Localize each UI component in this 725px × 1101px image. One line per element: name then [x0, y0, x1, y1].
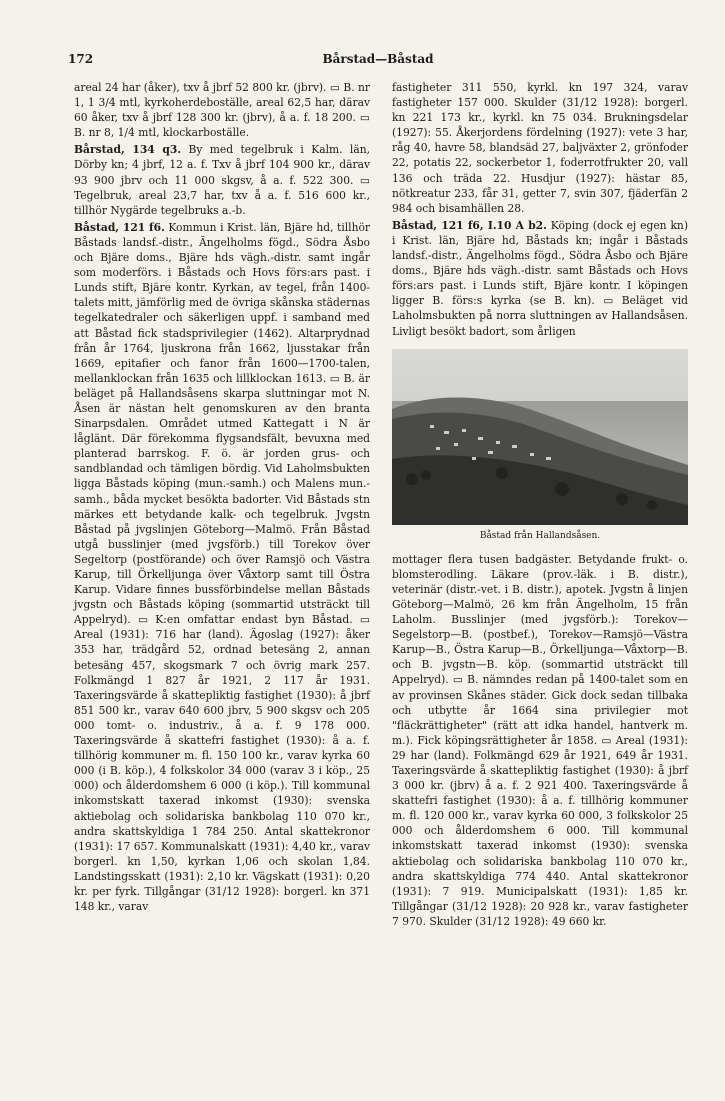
- continued-paragraph: mottager flera tusen badgäster. Betydande frukt- o. blomsterodling. Läkare (prov.-läk. i B. distr.), veterinär (distr.-vet. i B. distr.), apotek. Jvgstn å linjen Göteborg—Malmö, 26 km från Ängelholm, 15 från Laholm. Busslinjer (med jvgsförb.): Torekov—Segelstorp—B. (postbef.), Torekov—Ramsjö—Västra Karup—B., Östra Karup—B., Örkelljunga—Våxtorp—B. och B. jvgstn—B. köp. (sommartid utsträckt till Appelryd). ▭ B. nämndes redan på 1400-talet som en av provinsen Skånes städer. Gick dock sedan tillbaka och utbytte år 1664 sina privilegier mot "fläckrättigheter" (rätt att idka handel, hantverk m. m.). Fick köpingsrättigheter år 1858. ▭ Areal (1931): 29 har (land). Folkmängd 629 år 1921, 649 år 1931. Taxeringsvärde å skattepliktig fastighet (1930): å jbrf 3 000 kr. (jbrv) å a. f. 2 921 400. Taxeringsvärde å skattefri fastighet (1930): å a. f. tillhörig kommuner m. fl. 120 000 kr., varav kyrka 60 000, 3 folkskolor 25 000 och ålderdomshem 6 000. Till kommunal inkomstskatt taxerad inkomst (1930): svenska aktiebolag och solidariska bankbolag 110 070 kr., andra skattskyldiga 774 440. Antal skattekronor (1931): 7 919. Municipalskatt (1931): 1,85 kr. Tillgångar (31/12 1928): 20 928 kr., varav fastigheter 7 970. Skulder (31/12 1928): 49 660 kr.: [392, 552, 688, 928]
- entry-headword: Båstad, 121 f6, I.10 A b2.: [392, 218, 547, 232]
- continued-paragraph: areal 24 har (åker), txv å jbrf 52 800 kr. (jbrv). ▭ B. nr 1, 1 3/4 mtl, kyrkoherdeboställe, areal 62,5 har, därav 60 åker, txv å jbrf 128 300 kr. (jbrv), å a. f. 18 200. ▭ B. nr 8, 1/4 mtl, klockarboställe.: [74, 81, 370, 140]
- entry-bastad-kommun: [74, 220, 370, 914]
- page-number: 172: [68, 52, 94, 66]
- right-column: [392, 80, 688, 929]
- photo-caption: Båstad från Hallandsåsen.: [479, 530, 601, 541]
- photo-illustration: [392, 349, 688, 525]
- entry-headword: Bårstad, 134 q3.: [74, 143, 182, 157]
- continued-paragraph: fastigheter 311 550, kyrkl. kn 197 324, varav fastigheter 157 000. Skulder (31/12 1928): borgerl. kn 221 173 kr., kyrkl. kn 75 034. Brukningsdelar (1927): 55. Åkerjordens fördelning (1927): vete 3 har, råg 40, havre 58, blandsäd 27, baljväxter 2, grönfoder 22, potatis 22, sockerbetor 1, foderrotfrukter 20, vall 136 och träda 22. Husdjur (1927): hästar 85, nötkreatur 233, får 31, getter 7, svin 307, fjäderfän 2 984 och bisamhällen 28.: [392, 81, 688, 215]
- entry-barstad: [74, 142, 370, 217]
- entry-text: By med tegelbruk i Kalm. län, Dörby kn; 4 jbrf, 12 a. f. Txv å jbrf 104 900 kr., därav 93 900 jbrv och 11 000 skgsv, å a. f. 522 300. ▭ Tegelbruk, areal 23,7 har, txv å a. f. 516 600 kr., tillhör Nygärde tegelbruks a.-b.: [74, 143, 370, 217]
- page-header: [68, 52, 688, 72]
- entry-bastad-koping: [392, 218, 688, 339]
- running-title: Bårstad—Båstad: [322, 52, 434, 66]
- left-column: [74, 80, 370, 914]
- entry-headword: Båstad, 121 f6.: [74, 220, 165, 234]
- entry-text: Köping (dock ej egen kn) i Krist. län, Bjäre hd, Båstads kn; ingår i Båstads landsf.-distr., Ängelholms fögd., Södra Åsbo och Bjäre doms., Bjäre hds vägh.-distr. samt Båstads och Hovs förs:ars past. i Lunds stift, Bjäre kontr. I köpingen ligger B. förs:s kyrka (se B. kn). ▭ Beläget vid Laholmsbukten på norra sluttningen av Hallandsåsen. Livligt besökt badort, som årligen: [392, 218, 688, 338]
- landscape-photo: [392, 349, 688, 525]
- entry-text: Kommun i Krist. län, Bjäre hd, tillhör Båstads landsf.-distr., Ängelholms fögd., Södra Åsbo och Bjäre doms., Bjäre hds vägh.-distr. samt ingår som moderförs. i Båstads och Hovs förs:ars past. i Lunds stift, Bjäre kontr. Kyrkan, av tegel, från 1400-talets mitt, jämförlig med de övriga skånska städernas tegelkatedraler och säkerligen uppf. i samband med att Båstad fick stadsprivilegier (1462). Altarprydnad från år 1764, ljuskrona från 1662, ljusstakar från 1669, epitafier och fanor från 1600—1700-talen, mellanklockan från 1635 och lillklockan 1613. ▭ B. är beläget på Hallandsåsens skarpa sluttningar mot N. Åsen är nästan helt genomskuren av den branta Sinarpsdalen. Området utmed Kattegatt i N är låglänt. Där förekomma flygsandsfält, bevuxna med planterad barrskog. F. ö. är jorden grus- och sandblandad och tämligen bördig. Vid Laholmsbukten ligga Båstads köping (mun.-samh.) och Malens mun.-samh., båda mycket besökta badorter. Vid Båstads stn märkes ett betydande kalk- och tegelbruk. Jvgstn Båstad på jvgslinjen Göteborg—Malmö. Från Båstad utgå busslinjer (med jvgsförb.) till Torekov över Segeltorp (postförande) och över Ramsjö och Västra Karup, till Örkelljunga över Våxtorp samt till Östra Karup. Vidare finnes bussförbindelse mellan Båstads jvgstn och Båstads köping (sommartid utsträckt till Appelryd). ▭ K:en omfattar endast byn Båstad. ▭ Areal (1931): 716 har (land). Ägoslag (1927): åker 353 har, trädgård 52, ordnad betesäng 2, annan betesäng 457, skogsmark 7 och övrig mark 257. Folkmängd 1 827 år 1921, 2 117 år 1931. Taxeringsvärde å skattepliktig fastighet (1930): å jbrf 851 500 kr., varav 640 600 jbrv, 5 900 skgsv och 205 000 tomt- o. industriv., å a. f. 9 178 000. Taxeringsvärde å skattefri fastighet (1930): å a. f. tillhörig kommuner m. fl. 150 100 kr., varav kyrka 60 000 (i B. köp.), 4 folkskolor 34 000 (varav 3 i köp., 25 000) och ålderdomshem 6 000 (i köp.). Till kommunal inkomstskatt taxerad inkomst (1930): svenska aktiebolag och solidariska bankbolag 110 070 kr., andra skattskyldiga 1 784 250. Antal skattekronor (1931): 17 657. Kommunalskatt (1931): 4,40 kr., varav borgerl. kn 1,50, kyrkan 1,06 och skolan 1,84. Landstingsskatt (1931): 2,10 kr. Vägskatt (1931): 0,20 kr. per fyrk. Tillgångar (31/12 1928): borgerl. kn 371 148 kr., varav: [74, 220, 370, 914]
